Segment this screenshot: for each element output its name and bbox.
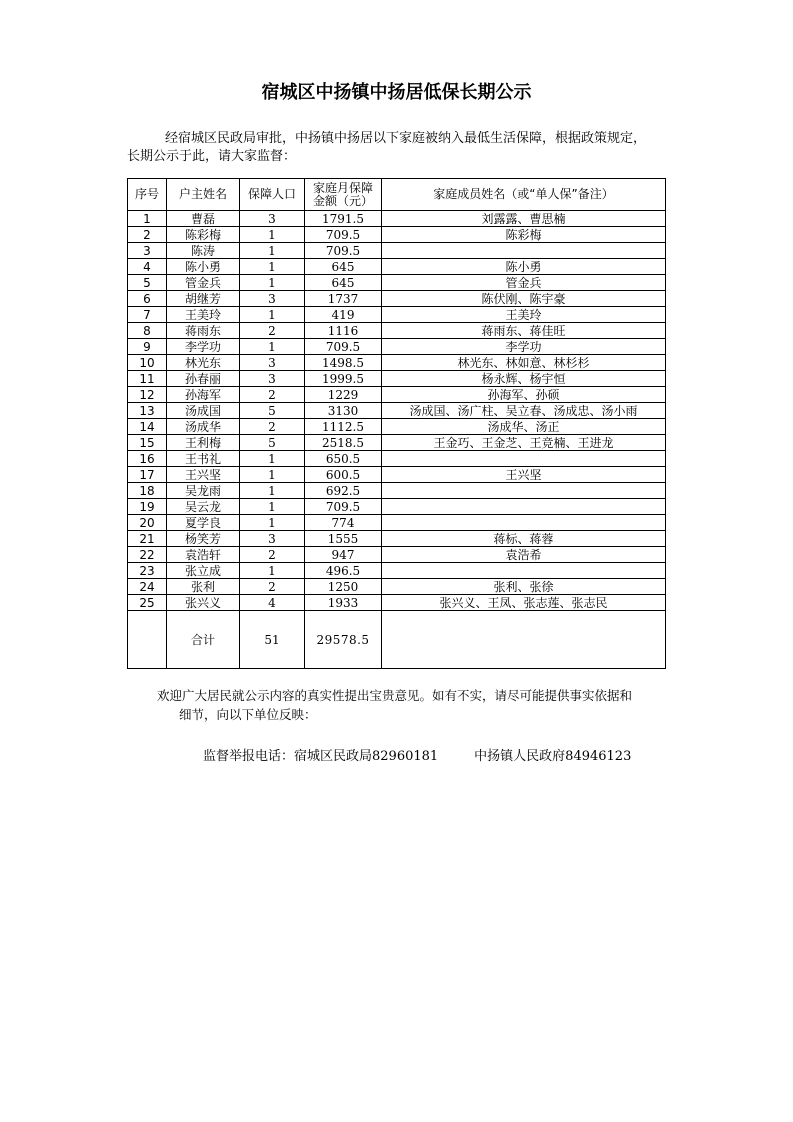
total-index-cell xyxy=(128,611,167,669)
row-people: 1 xyxy=(240,563,305,579)
contact-town-government: 中扬镇人民政府84946123 xyxy=(474,749,632,764)
row-people: 2 xyxy=(240,547,305,563)
row-householder: 胡继芳 xyxy=(167,291,240,307)
row-index: 8 xyxy=(128,323,167,339)
table-row xyxy=(128,355,666,371)
row-householder: 王兴坚 xyxy=(167,467,240,483)
row-index: 5 xyxy=(128,275,167,291)
row-index: 2 xyxy=(128,227,167,243)
row-amount: 419 xyxy=(305,307,382,323)
row-people: 3 xyxy=(240,531,305,547)
row-people: 5 xyxy=(240,403,305,419)
row-people: 1 xyxy=(240,483,305,499)
row-people: 1 xyxy=(240,339,305,355)
table-row xyxy=(128,275,666,291)
row-people: 3 xyxy=(240,355,305,371)
row-amount: 3130 xyxy=(305,403,382,419)
row-people: 3 xyxy=(240,211,305,227)
row-householder: 张利 xyxy=(167,579,240,595)
total-amount: 29578.5 xyxy=(305,611,382,669)
table-row xyxy=(128,515,666,531)
row-people: 2 xyxy=(240,323,305,339)
row-householder: 曹磊 xyxy=(167,211,240,227)
row-amount: 1116 xyxy=(305,323,382,339)
row-amount: 709.5 xyxy=(305,243,382,259)
row-amount: 496.5 xyxy=(305,563,382,579)
row-householder: 张兴义 xyxy=(167,595,240,611)
row-amount: 600.5 xyxy=(305,467,382,483)
row-people: 1 xyxy=(240,243,305,259)
row-householder: 管金兵 xyxy=(167,275,240,291)
total-people: 51 xyxy=(240,611,305,669)
row-members xyxy=(382,243,666,259)
header-amount xyxy=(305,179,382,211)
table-row xyxy=(128,563,666,579)
row-members: 陈彩梅 xyxy=(382,227,666,243)
row-amount: 645 xyxy=(305,259,382,275)
row-people: 1 xyxy=(240,451,305,467)
row-householder: 夏学良 xyxy=(167,515,240,531)
row-members xyxy=(382,499,666,515)
total-members-cell xyxy=(382,611,666,669)
notice-line-1: 欢迎广大居民就公示内容的真实性提出宝贵意见。如有不实，请尽可能提供事实依据和 xyxy=(157,688,633,703)
contact-civil-affairs: 监督举报电话：宿城区民政局82960181 xyxy=(203,749,439,764)
row-index: 13 xyxy=(128,403,167,419)
row-members: 汤成国、汤广柱、吴立春、汤成忠、汤小雨 xyxy=(382,403,666,419)
intro-line-2: 长期公示于此，请大家监督： xyxy=(127,149,297,164)
row-index: 12 xyxy=(128,387,167,403)
row-index: 17 xyxy=(128,467,167,483)
row-members: 李学功 xyxy=(382,339,666,355)
row-amount: 1999.5 xyxy=(305,371,382,387)
row-people: 1 xyxy=(240,515,305,531)
table-row xyxy=(128,483,666,499)
page-title: 宿城区中扬镇中扬居低保长期公示 xyxy=(261,82,532,103)
intro-paragraph xyxy=(127,130,667,166)
row-members: 蒋标、蒋蓉 xyxy=(382,531,666,547)
row-amount: 1933 xyxy=(305,595,382,611)
table-row xyxy=(128,211,666,227)
table-row xyxy=(128,499,666,515)
notice-paragraph xyxy=(127,686,667,724)
row-amount: 1555 xyxy=(305,531,382,547)
row-householder: 袁浩轩 xyxy=(167,547,240,563)
row-members xyxy=(382,563,666,579)
row-members: 张兴义、王凤、张志莲、张志民 xyxy=(382,595,666,611)
row-members xyxy=(382,483,666,499)
row-people: 1 xyxy=(240,499,305,515)
row-people: 1 xyxy=(240,467,305,483)
row-people: 1 xyxy=(240,307,305,323)
row-amount: 1229 xyxy=(305,387,382,403)
table-row xyxy=(128,307,666,323)
intro-line-1: 经宿城区民政局审批，中扬镇中扬居以下家庭被纳入最低生活保障，根据政策规定， xyxy=(165,131,647,146)
row-index: 23 xyxy=(128,563,167,579)
row-members xyxy=(382,515,666,531)
row-amount: 692.5 xyxy=(305,483,382,499)
row-householder: 吴云龙 xyxy=(167,499,240,515)
row-amount: 1498.5 xyxy=(305,355,382,371)
table-row xyxy=(128,531,666,547)
table-total-row xyxy=(128,611,666,669)
row-index: 22 xyxy=(128,547,167,563)
table-row xyxy=(128,291,666,307)
row-people: 4 xyxy=(240,595,305,611)
row-householder: 孙海军 xyxy=(167,387,240,403)
row-index: 4 xyxy=(128,259,167,275)
row-people: 5 xyxy=(240,435,305,451)
row-index: 25 xyxy=(128,595,167,611)
row-amount: 1112.5 xyxy=(305,419,382,435)
row-amount: 650.5 xyxy=(305,451,382,467)
row-amount: 1791.5 xyxy=(305,211,382,227)
header-amount-line-1: 家庭月保障 xyxy=(312,180,373,195)
table-row xyxy=(128,259,666,275)
header-people: 保障人口 xyxy=(240,179,305,211)
table-row xyxy=(128,467,666,483)
row-members: 张利、张徐 xyxy=(382,579,666,595)
row-amount: 1737 xyxy=(305,291,382,307)
row-members: 汤成华、汤正 xyxy=(382,419,666,435)
row-householder: 孙春丽 xyxy=(167,371,240,387)
row-householder: 吴龙雨 xyxy=(167,483,240,499)
row-householder: 汤成国 xyxy=(167,403,240,419)
row-members: 陈小勇 xyxy=(382,259,666,275)
row-index: 14 xyxy=(128,419,167,435)
row-members: 王美玲 xyxy=(382,307,666,323)
row-people: 3 xyxy=(240,371,305,387)
row-index: 3 xyxy=(128,243,167,259)
row-members: 王兴坚 xyxy=(382,467,666,483)
header-index: 序号 xyxy=(128,179,167,211)
row-index: 20 xyxy=(128,515,167,531)
table-row xyxy=(128,579,666,595)
row-people: 2 xyxy=(240,419,305,435)
row-index: 21 xyxy=(128,531,167,547)
row-members: 杨永辉、杨宇恒 xyxy=(382,371,666,387)
table-row xyxy=(128,339,666,355)
header-members: 家庭成员姓名（或“单人保”备注） xyxy=(382,179,666,211)
table-row xyxy=(128,547,666,563)
table-row xyxy=(128,243,666,259)
row-householder: 陈彩梅 xyxy=(167,227,240,243)
row-householder: 林光东 xyxy=(167,355,240,371)
row-index: 7 xyxy=(128,307,167,323)
row-amount: 645 xyxy=(305,275,382,291)
row-householder: 李学功 xyxy=(167,339,240,355)
row-index: 18 xyxy=(128,483,167,499)
row-members: 管金兵 xyxy=(382,275,666,291)
row-people: 1 xyxy=(240,275,305,291)
row-index: 10 xyxy=(128,355,167,371)
contact-line xyxy=(203,745,703,764)
row-members: 林光东、林如意、林杉杉 xyxy=(382,355,666,371)
row-index: 6 xyxy=(128,291,167,307)
row-amount: 1250 xyxy=(305,579,382,595)
table-row xyxy=(128,595,666,611)
table-row xyxy=(128,435,666,451)
row-amount: 947 xyxy=(305,547,382,563)
row-amount: 709.5 xyxy=(305,339,382,355)
table-row xyxy=(128,451,666,467)
header-amount-line-2: 金额（元） xyxy=(312,193,373,208)
table-row xyxy=(128,371,666,387)
row-amount: 2518.5 xyxy=(305,435,382,451)
row-people: 1 xyxy=(240,259,305,275)
row-householder: 王书礼 xyxy=(167,451,240,467)
notice-line-2: 细节，向以下单位反映： xyxy=(179,707,317,722)
table-row xyxy=(128,403,666,419)
row-members: 王金巧、王金芝、王竞楠、王进龙 xyxy=(382,435,666,451)
row-people: 2 xyxy=(240,387,305,403)
row-amount: 709.5 xyxy=(305,499,382,515)
row-householder: 王利梅 xyxy=(167,435,240,451)
row-householder: 杨笑芳 xyxy=(167,531,240,547)
row-amount: 709.5 xyxy=(305,227,382,243)
table-header-row xyxy=(128,179,666,211)
row-members: 蒋雨东、蒋佳旺 xyxy=(382,323,666,339)
row-members xyxy=(382,451,666,467)
row-members: 陈伏刚、陈宇豪 xyxy=(382,291,666,307)
total-label: 合计 xyxy=(167,611,240,669)
row-amount: 774 xyxy=(305,515,382,531)
row-index: 19 xyxy=(128,499,167,515)
row-people: 1 xyxy=(240,227,305,243)
row-index: 11 xyxy=(128,371,167,387)
row-members: 袁浩希 xyxy=(382,547,666,563)
row-people: 2 xyxy=(240,579,305,595)
row-index: 24 xyxy=(128,579,167,595)
table-row xyxy=(128,387,666,403)
row-index: 9 xyxy=(128,339,167,355)
row-index: 1 xyxy=(128,211,167,227)
row-householder: 蒋雨东 xyxy=(167,323,240,339)
row-index: 15 xyxy=(128,435,167,451)
row-people: 3 xyxy=(240,291,305,307)
table-row xyxy=(128,419,666,435)
header-householder: 户主姓名 xyxy=(167,179,240,211)
row-householder: 汤成华 xyxy=(167,419,240,435)
row-members: 刘露露、曹思楠 xyxy=(382,211,666,227)
allowance-table xyxy=(127,178,666,669)
table-row xyxy=(128,227,666,243)
table-row xyxy=(128,323,666,339)
row-householder: 陈涛 xyxy=(167,243,240,259)
row-members: 孙海军、孙硕 xyxy=(382,387,666,403)
row-index: 16 xyxy=(128,451,167,467)
row-householder: 王美玲 xyxy=(167,307,240,323)
row-householder: 陈小勇 xyxy=(167,259,240,275)
row-householder: 张立成 xyxy=(167,563,240,579)
